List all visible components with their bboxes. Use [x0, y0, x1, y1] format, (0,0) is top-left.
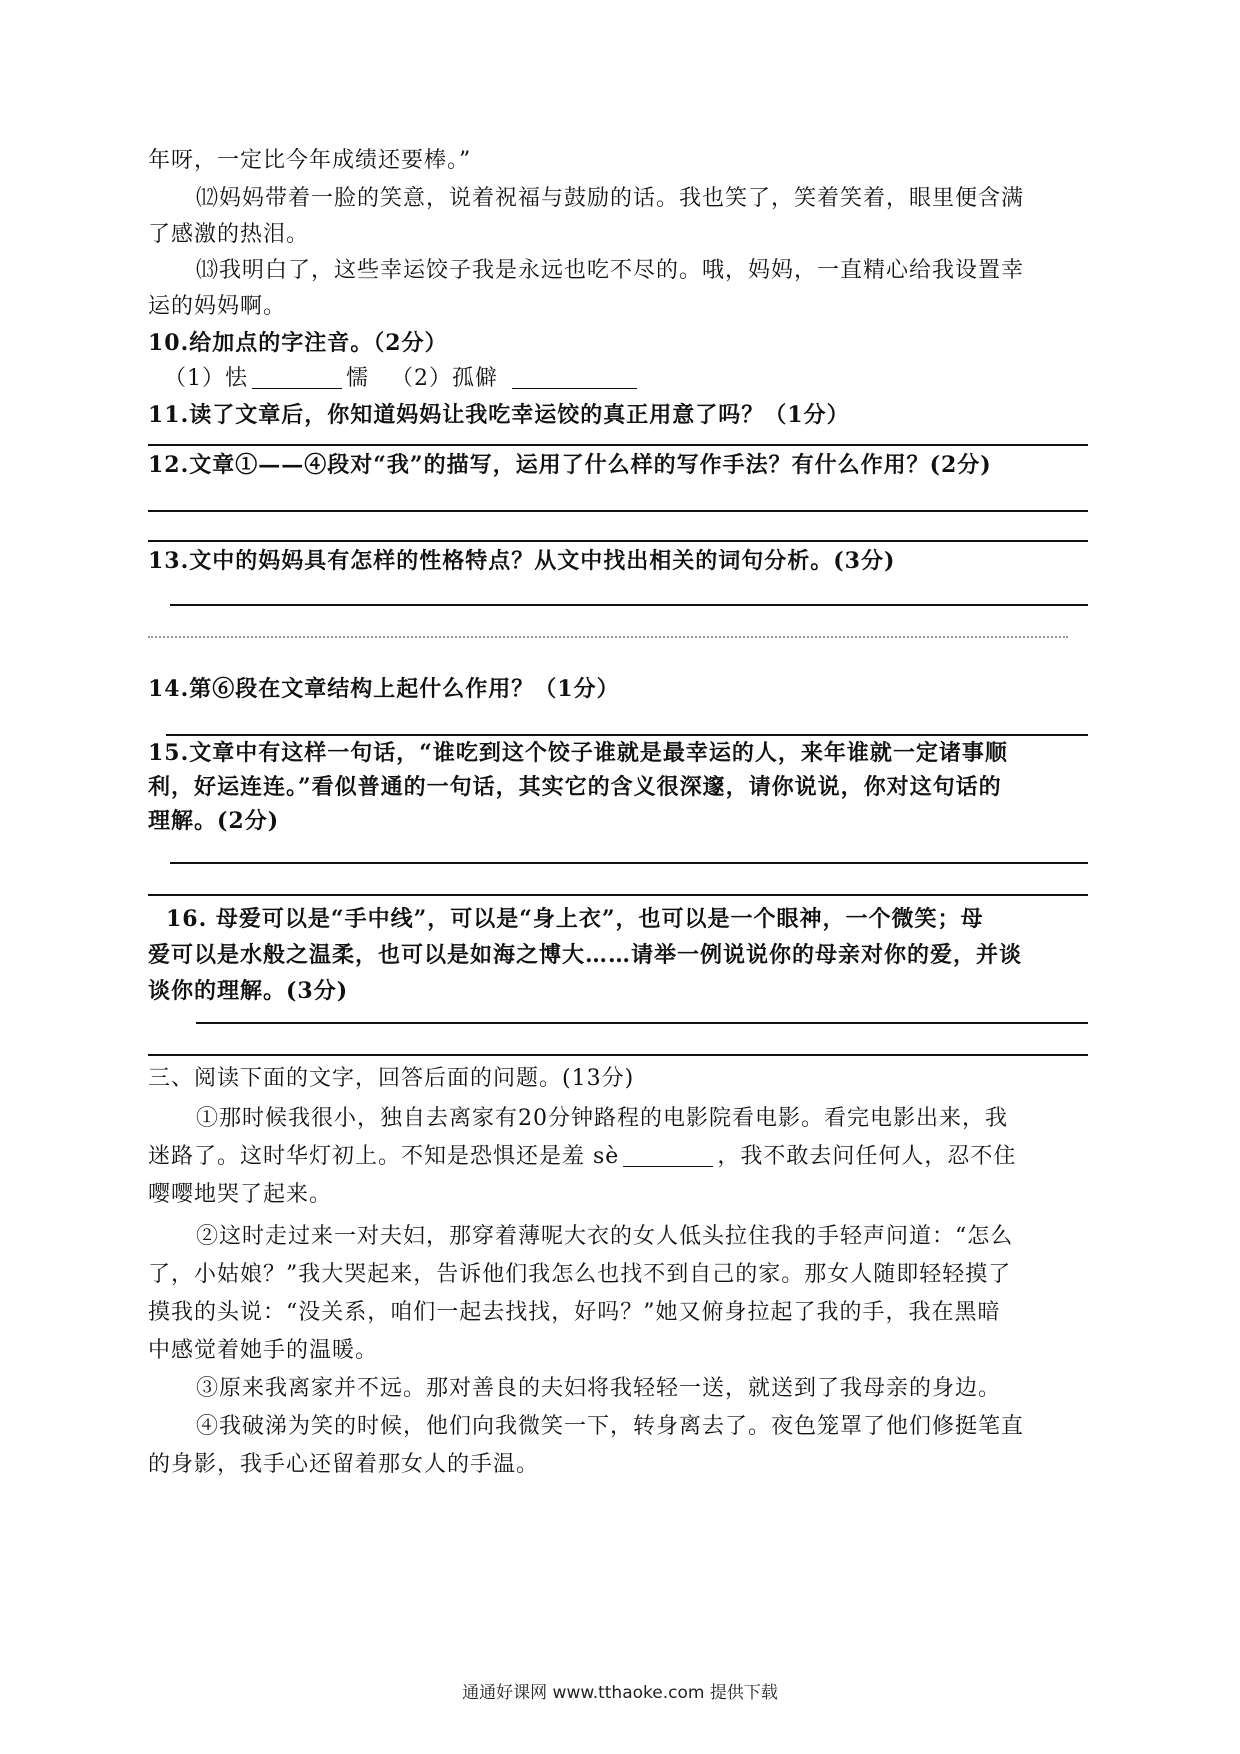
- section-3-heading: 三、阅读下面的文字，回答后面的问题。(13分): [148, 1066, 635, 1091]
- passage-line: 的身影，我手心还留着那女人的手温。: [148, 1452, 540, 1477]
- passage-line: ④我破涕为笑的时候，他们向我微笑一下，转身离去了。夜色笼罩了他们修挺笔直: [196, 1414, 1025, 1439]
- question-10: 10.给加点的字注音。（2分）: [148, 330, 448, 356]
- passage-line: 年呀，一定比今年成绩还要棒。”: [148, 148, 472, 173]
- question-13: 13.文中的妈妈具有怎样的性格特点？从文中找出相关的词句分析。(3分): [148, 548, 896, 574]
- passage-line: 了，小姑娘？”我大哭起来，告诉他们我怎么也找不到自己的家。那女人随即轻轻摸了: [148, 1262, 1012, 1287]
- passage-line: ①那时候我很小，独自去离家有20分钟路程的电影院看电影。看完电影出来，我: [196, 1106, 1008, 1131]
- question-11: 11.读了文章后，你知道妈妈让我吃幸运饺的真正用意了吗？（1分）: [148, 402, 850, 428]
- passage-line: 了感激的热泪。: [148, 222, 310, 247]
- answer-line[interactable]: [166, 734, 1088, 736]
- passage-line: ⑿妈妈带着一脸的笑意，说着祝福与鼓励的话。我也笑了，笑着笑着，眼里便含满: [196, 186, 1025, 211]
- question-14: 14.第⑥段在文章结构上起什么作用？（1分）: [148, 676, 620, 702]
- question-15: 15.文章中有这样一句话，“谁吃到这个饺子谁就是最幸运的人，来年谁就一定诸事顺: [148, 740, 1008, 766]
- q10-item1-prefix: （1）怯: [164, 366, 248, 391]
- question-10-items: [164, 364, 1104, 394]
- answer-line[interactable]: [170, 862, 1088, 864]
- q10-item2: （2）孤僻: [391, 366, 499, 391]
- answer-line[interactable]: [148, 636, 1068, 638]
- answer-line[interactable]: [148, 540, 1088, 542]
- passage-line: ⒀我明白了，这些幸运饺子我是永远也吃不尽的。哦，妈妈，一直精心给我设置幸: [196, 258, 1025, 283]
- answer-line[interactable]: [170, 604, 1088, 606]
- passage-text: ，我不敢去问任何人，忍不住: [717, 1144, 1017, 1169]
- answer-line[interactable]: [196, 1022, 1088, 1024]
- passage-text: 迷路了。这时华灯初上。不知是恐惧还是羞 sè: [148, 1144, 620, 1169]
- passage-line: 嘤嘤地哭了起来。: [148, 1182, 333, 1207]
- passage-line: 中感觉着她手的温暖。: [148, 1338, 379, 1363]
- q10-item1-suffix: 懦: [346, 366, 370, 391]
- passage-line: 运的妈妈啊。: [148, 294, 287, 319]
- answer-line[interactable]: [148, 894, 1088, 896]
- answer-blank[interactable]: [623, 1144, 713, 1167]
- question-12: 12.文章①——④段对“我”的描写，运用了什么样的写作手法？有什么作用？(2分): [148, 452, 992, 478]
- question-15-cont: 利，好运连连。”看似普通的一句话，其实它的含义很深邃，请你说说，你对这句话的: [148, 774, 1002, 800]
- passage-line: ③原来我离家并不远。那对善良的夫妇将我轻轻一送，就送到了我母亲的身边。: [196, 1376, 1002, 1401]
- passage-line: [148, 1142, 1088, 1172]
- answer-line[interactable]: [148, 1054, 1088, 1056]
- question-16: 16. 母爱可以是“手中线”，可以是“身上衣”，也可以是一个眼神，一个微笑；母: [166, 906, 984, 932]
- question-15-cont: 理解。(2分): [148, 808, 280, 834]
- answer-line[interactable]: [148, 444, 1088, 446]
- answer-blank[interactable]: [512, 366, 637, 389]
- passage-line: ②这时走过来一对夫妇，那穿着薄呢大衣的女人低头拉住我的手轻声问道：“怎么: [196, 1224, 1014, 1249]
- answer-line[interactable]: [148, 510, 1088, 512]
- download-footer: 通通好课网 www.tthaoke.com 提供下载: [462, 1683, 778, 1703]
- passage-line: 摸我的头说：“没关系，咱们一起去找找，好吗？”她又俯身拉起了我的手，我在黑暗: [148, 1300, 1001, 1325]
- question-16-cont: 爱可以是水般之温柔，也可以是如海之博大……请举一例说说你的母亲对你的爱，并谈: [148, 942, 1023, 968]
- question-16-cont: 谈你的理解。(3分): [148, 978, 349, 1004]
- answer-blank[interactable]: [252, 366, 342, 389]
